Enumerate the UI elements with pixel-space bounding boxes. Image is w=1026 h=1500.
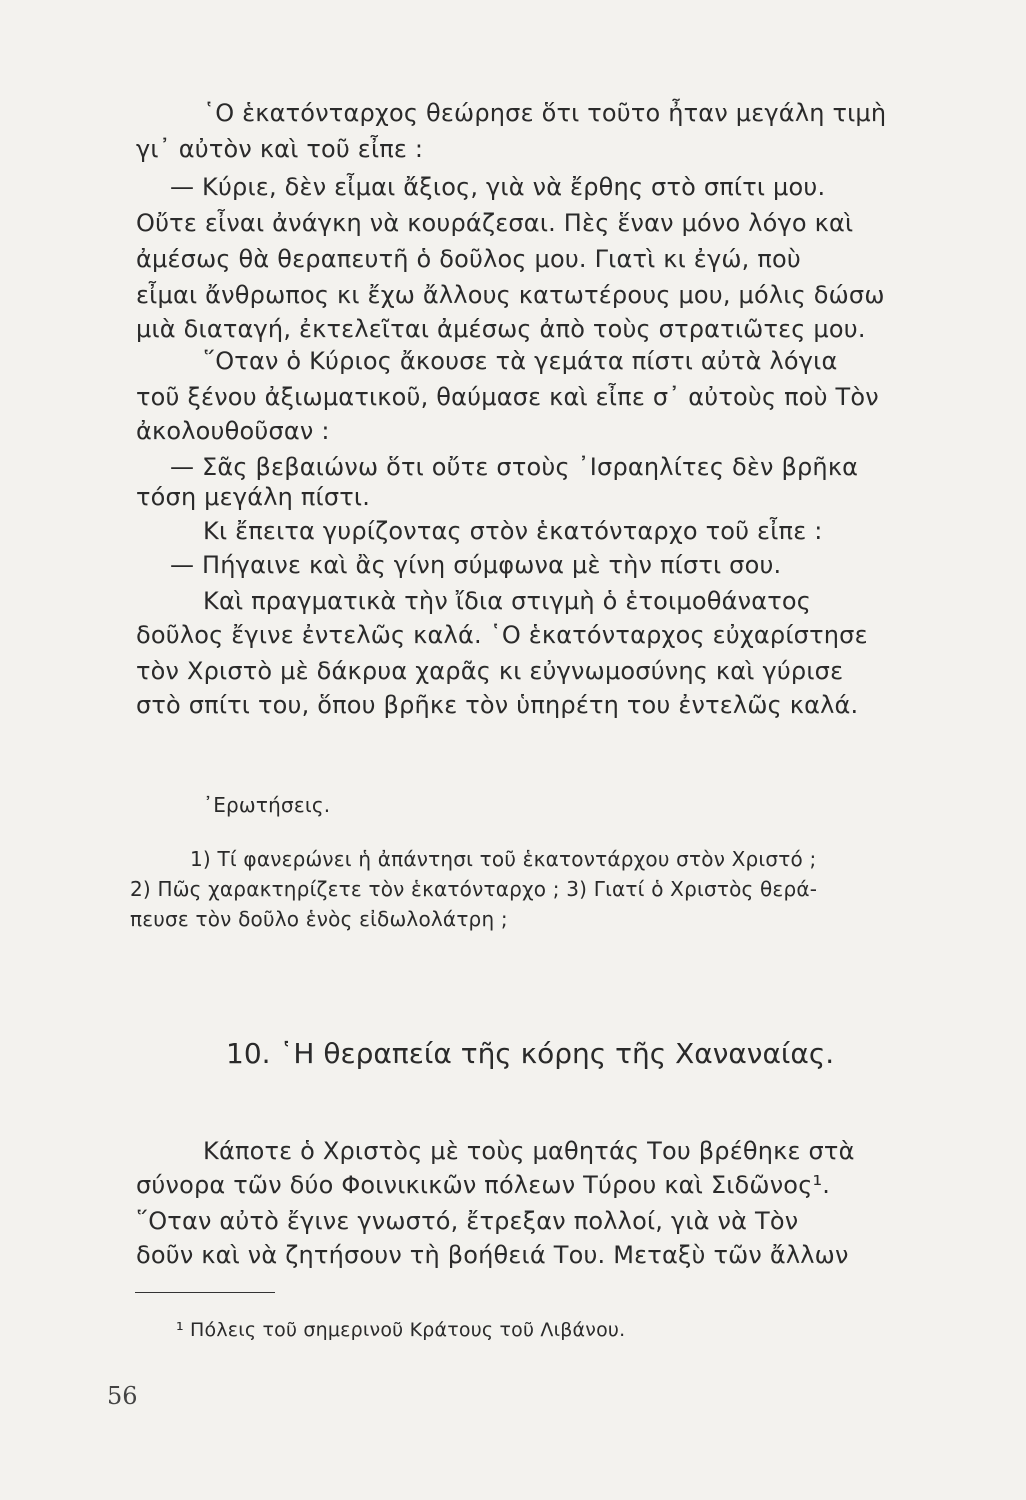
text-line: Κι ἔπειτα γυρίζοντας στὸν ἑκατόνταρχο τοῦ εἶπε :	[203, 517, 823, 545]
text-line: σύνορα τῶν δύο Φοινικικῶν πόλεων Τύρου καὶ Σιδῶνος¹.	[136, 1171, 831, 1199]
questions-title: ᾿Ερωτήσεις.	[203, 793, 331, 817]
question-line: πευσε τὸν δοῦλο ἑνὸς εἰδωλολάτρη ;	[130, 907, 508, 931]
text-line: τὸν Χριστὸ μὲ δάκρυα χαρᾶς κι εὐγνωμοσύνης καὶ γύρισε	[136, 657, 844, 685]
text-line: τοῦ ξένου ἀξιωματικοῦ, θαύμασε καὶ εἶπε σ᾽ αὐτοὺς ποὺ Τὸν	[136, 383, 879, 411]
text-line: στὸ σπίτι του, ὅπου βρῆκε τὸν ὑπηρέτη του ἐντελῶς καλά.	[136, 691, 859, 719]
text-line: — Πήγαινε καὶ ἂς γίνη σύμφωνα μὲ τὴν πίστι σου.	[170, 551, 782, 579]
section-heading: 10. ῾Η θεραπεία τῆς κόρης τῆς Χαναναίας.	[226, 1037, 835, 1070]
text-line: Οὔτε εἶναι ἀνάγκη νὰ κουράζεσαι. Πὲς ἕναν μόνο λόγο καὶ	[136, 209, 854, 237]
text-line: δοῦλος ἔγινε ἐντελῶς καλά. ῾Ο ἑκατόνταρχος εὐχαρίστησε	[136, 621, 868, 649]
text-line: — Κύριε, δὲν εἶμαι ἄξιος, γιὰ νὰ ἔρθης στὸ σπίτι μου.	[170, 173, 826, 201]
text-line: εἶμαι ἄνθρωπος κι ἔχω ἄλλους κατωτέρους μου, μόλις δώσω	[136, 281, 885, 309]
text-line: ἀκολουθοῦσαν :	[136, 417, 330, 445]
text-line: ἀμέσως θὰ θεραπευτῆ ὁ δοῦλος μου. Γιατὶ κι ἐγώ, ποὺ	[136, 245, 801, 273]
text-line: ῞Οταν ὁ Κύριος ἄκουσε τὰ γεμάτα πίστι αὐτὰ λόγια	[203, 347, 838, 375]
footnote: ¹ Πόλεις τοῦ σημερινοῦ Κράτους τοῦ Λιβάνου.	[176, 1319, 626, 1341]
text-line: μιὰ διαταγή, ἐκτελεῖται ἀμέσως ἀπὸ τοὺς στρατιῶτες μου.	[136, 315, 866, 343]
footnote-rule	[135, 1292, 275, 1293]
page-number: 56	[107, 1382, 138, 1410]
question-line: 2) Πῶς χαρακτηρίζετε τὸν ἑκατόνταρχο ; 3) Γιατί ὁ Χριστὸς θερά-	[130, 877, 818, 901]
question-line: 1) Τί φανερώνει ἡ ἀπάντησι τοῦ ἑκατοντάρχου στὸν Χριστό ;	[190, 847, 817, 871]
text-line: ῞Οταν αὐτὸ ἔγινε γνωστό, ἔτρεξαν πολλοί, γιὰ νὰ Τὸν	[136, 1207, 799, 1235]
text-line: δοῦν καὶ νὰ ζητήσουν τὴ βοήθειά Του. Μεταξὺ τῶν ἄλλων	[136, 1241, 849, 1269]
text-line: Καὶ πραγματικὰ τὴν ἴδια στιγμὴ ὁ ἑτοιμοθάνατος	[203, 587, 812, 615]
text-line: Κάποτε ὁ Χριστὸς μὲ τοὺς μαθητάς Του βρέθηκε στὰ	[203, 1137, 855, 1165]
text-line: — Σᾶς βεβαιώνω ὅτι οὔτε στοὺς ᾿Ισραηλίτες δὲν βρῆκα	[170, 453, 859, 481]
text-line: ῾Ο ἑκατόνταρχος θεώρησε ὅτι τοῦτο ἦταν μεγάλη τιμὴ	[203, 99, 887, 127]
text-line: γι᾽ αὐτὸν καὶ τοῦ εἶπε :	[136, 135, 424, 163]
text-line: τόση μεγάλη πίστι.	[136, 483, 371, 511]
